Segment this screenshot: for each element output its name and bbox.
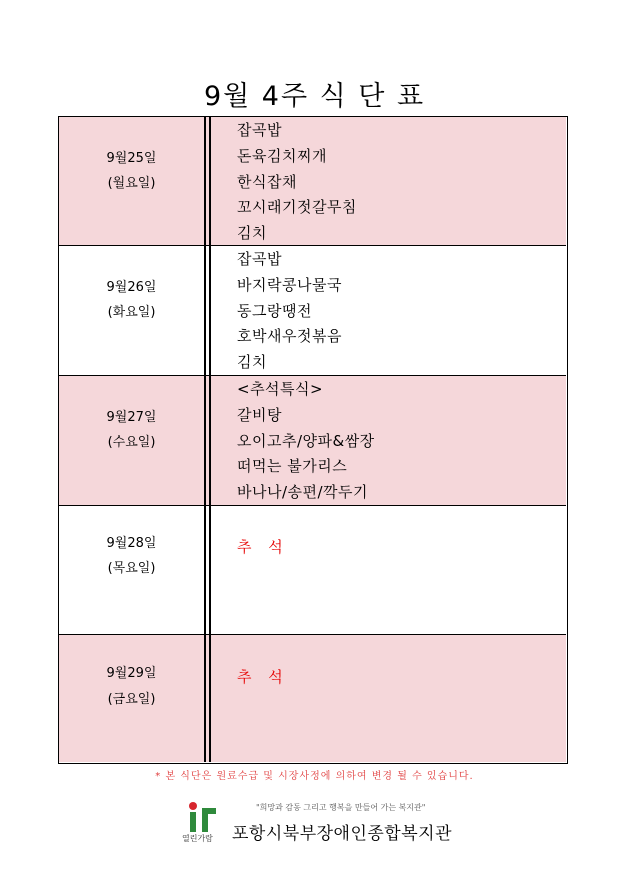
organization-slogan: "희망과 감동 그리고 행복을 만들어 가는 복지관" — [256, 803, 426, 812]
day-row-tuesday — [59, 246, 566, 376]
menu-title: 9월 4주 식 단 표 — [203, 81, 426, 112]
menu-change-note: * 본 식단은 원료수급 및 시장사정에 의하여 변경 될 수 있습니다. — [155, 771, 474, 782]
menu-items — [237, 247, 342, 376]
organization-name: 포항시북부장애인종합복지관 — [232, 824, 452, 844]
menu-item: 김치 — [237, 224, 267, 243]
menu-item: 바나나/송편/깍두기 — [237, 483, 369, 502]
logo-mark-icon — [186, 800, 220, 834]
menu-item: 꼬시래기젓갈무침 — [237, 198, 357, 217]
menu-item: 잡곡밥 — [237, 121, 282, 139]
day-weekday: (수요일) — [107, 435, 156, 450]
day-date: 9월29일 — [106, 666, 157, 681]
logo-caption: 열린가람 — [182, 834, 213, 843]
menu-item: 호박새우젓볶음 — [237, 327, 342, 346]
day-date: 9월25일 — [106, 151, 157, 166]
weekly-menu-table — [58, 116, 568, 764]
organization-logo — [182, 800, 452, 850]
menu-item: 떠먹는 불가리스 — [237, 457, 348, 476]
menu-item: 잡곡밥 — [237, 250, 282, 268]
day-weekday: (화요일) — [107, 305, 156, 320]
day-row-friday — [59, 635, 566, 762]
menu-item: 돈육김치찌개 — [237, 146, 327, 165]
menu-item: 한식잡채 — [237, 172, 297, 191]
menu-item: 동그랑땡전 — [237, 301, 312, 320]
menu-item: 바지락콩나물국 — [237, 275, 342, 294]
day-row-wednesday — [59, 376, 566, 506]
menu-item: <추석특식> — [237, 380, 324, 398]
day-date: 9월27일 — [106, 410, 157, 425]
menu-items — [237, 118, 357, 247]
menu-item: 오이고추/양파&쌈장 — [237, 431, 375, 450]
day-row-monday — [59, 117, 566, 246]
day-weekday: (금요일) — [107, 692, 156, 707]
day-date: 9월28일 — [106, 536, 157, 551]
day-row-thursday — [59, 506, 566, 635]
holiday-label: 추 석 — [237, 668, 289, 686]
holiday-label: 추 석 — [237, 538, 289, 556]
menu-item: 갈비탕 — [237, 405, 282, 424]
menu-items — [237, 377, 375, 506]
day-weekday: (월요일) — [107, 176, 156, 191]
day-date: 9월26일 — [106, 280, 157, 295]
menu-item: 김치 — [237, 353, 267, 372]
day-weekday: (목요일) — [107, 561, 156, 576]
